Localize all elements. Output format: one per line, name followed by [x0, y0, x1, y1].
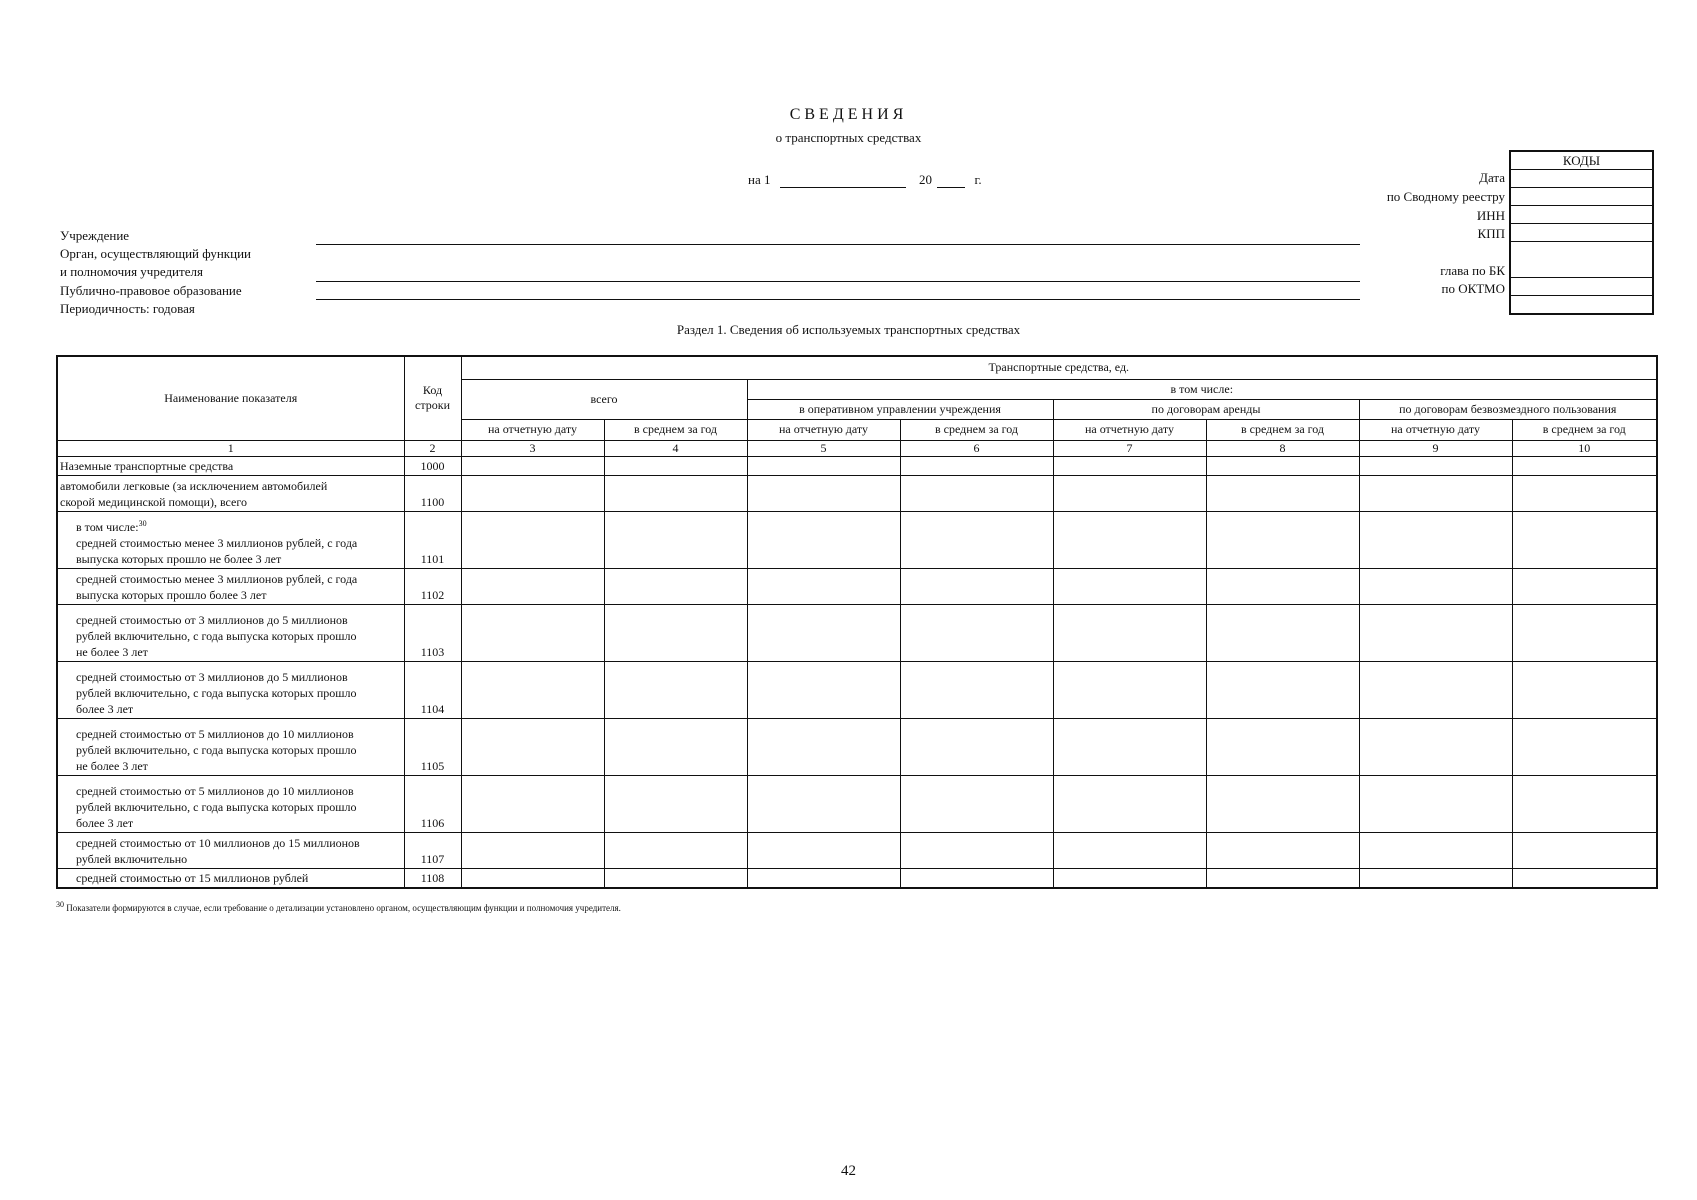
- data-cell[interactable]: [1512, 832, 1657, 868]
- report-date-line: [748, 172, 982, 188]
- public-entity-label: Публично-правовое образование: [60, 283, 242, 298]
- data-cell[interactable]: [1206, 661, 1359, 718]
- row-code: 1103: [404, 604, 461, 661]
- data-cell[interactable]: [1053, 604, 1206, 661]
- header-on-date: на отчетную дату: [461, 419, 604, 440]
- code-cell-extra[interactable]: [1511, 296, 1652, 313]
- row-name: средней стоимостью от 15 миллионов рублей: [57, 868, 404, 888]
- institution-label: Учреждение: [60, 228, 130, 243]
- data-cell[interactable]: [1512, 775, 1657, 832]
- year-suffix: г.: [974, 172, 982, 187]
- data-cell[interactable]: [1512, 868, 1657, 888]
- data-cell[interactable]: [1053, 661, 1206, 718]
- founder-label-line2: и полномочия учредителя: [60, 264, 203, 279]
- footnote-marker: 30: [56, 900, 64, 909]
- row-name-prefix: в том числе:: [76, 519, 139, 534]
- data-cell[interactable]: [604, 475, 747, 511]
- column-number: 1: [57, 440, 404, 456]
- code-cell-registry[interactable]: [1511, 188, 1652, 206]
- data-cell[interactable]: [900, 868, 1053, 888]
- data-cell[interactable]: [604, 718, 747, 775]
- data-cell[interactable]: [1359, 604, 1512, 661]
- data-cell[interactable]: [1359, 568, 1512, 604]
- data-cell[interactable]: [604, 868, 747, 888]
- table-row-1106: [57, 775, 1657, 832]
- data-cell[interactable]: [1206, 568, 1359, 604]
- data-cell[interactable]: [747, 475, 900, 511]
- header-code: [404, 356, 461, 440]
- data-cell[interactable]: [1053, 475, 1206, 511]
- data-cell[interactable]: [1053, 456, 1206, 475]
- data-cell[interactable]: [1053, 832, 1206, 868]
- data-cell[interactable]: [1359, 868, 1512, 888]
- code-cell-oktmo[interactable]: [1511, 278, 1652, 296]
- table-row-1104: [57, 661, 1657, 718]
- data-cell[interactable]: [747, 775, 900, 832]
- row-name-line: не более 3 лет: [76, 758, 148, 773]
- header-on-date: на отчетную дату: [1359, 419, 1512, 440]
- data-cell[interactable]: [900, 775, 1053, 832]
- row-name-line: средней стоимостью менее 3 миллионов рублей, с года: [76, 535, 358, 550]
- row-name-line: рублей включительно, с года выпуска которых прошло: [76, 628, 357, 643]
- founder-line[interactable]: [316, 281, 1360, 282]
- code-cell-bk[interactable]: [1511, 242, 1652, 278]
- footnote-text: Показатели формируются в случае, если требование о детализации установлено органом, осуществляющим функции и полномочия учредителя.: [66, 903, 621, 913]
- date-prefix: на 1: [748, 172, 771, 187]
- column-number: 3: [461, 440, 604, 456]
- data-cell[interactable]: [747, 511, 900, 568]
- data-cell[interactable]: [747, 604, 900, 661]
- row-code: 1105: [404, 718, 461, 775]
- row-code: 1106: [404, 775, 461, 832]
- row-name-line: средней стоимостью от 5 миллионов до 10 миллионов: [76, 726, 354, 741]
- row-name-line: средней стоимостью от 5 миллионов до 10 миллионов: [76, 783, 354, 798]
- row-name: [57, 832, 404, 868]
- data-cell[interactable]: [461, 775, 604, 832]
- row-name-line: рублей включительно: [76, 851, 188, 866]
- table-row-1103: [57, 604, 1657, 661]
- document-title: СВЕДЕНИЯ: [789, 106, 908, 123]
- row-name: [57, 475, 404, 511]
- data-cell[interactable]: [1359, 475, 1512, 511]
- header-including: в том числе:: [747, 379, 1657, 399]
- row-code: 1100: [404, 475, 461, 511]
- code-label-inn: ИНН: [1476, 208, 1505, 223]
- header-avg-year: в среднем за год: [604, 419, 747, 440]
- row-name-line: рублей включительно, с года выпуска которых прошло: [76, 742, 357, 757]
- document-subtitle: о транспортных средствах: [775, 130, 922, 145]
- row-code: 1101: [404, 511, 461, 568]
- header-free-use: по договорам безвозмездного пользования: [1359, 399, 1657, 419]
- data-cell[interactable]: [1359, 775, 1512, 832]
- row-code: 1102: [404, 568, 461, 604]
- code-label-kpp: КПП: [1477, 226, 1505, 241]
- data-cell[interactable]: [900, 456, 1053, 475]
- table-row-1100: [57, 475, 1657, 511]
- data-cell[interactable]: [461, 868, 604, 888]
- data-cell[interactable]: [1053, 868, 1206, 888]
- data-cell[interactable]: [1206, 832, 1359, 868]
- data-cell[interactable]: [900, 661, 1053, 718]
- data-cell[interactable]: [1512, 718, 1657, 775]
- header-code-line2: строки: [415, 398, 450, 413]
- column-number: 2: [404, 440, 461, 456]
- row-name-line: выпуска которых прошло не более 3 лет: [76, 551, 282, 566]
- row-name-line: автомобили легковые (за исключением автомобилей: [60, 478, 328, 493]
- row-name-line: средней стоимостью от 3 миллионов до 5 миллионов: [76, 669, 348, 684]
- year-prefix: 20: [918, 172, 932, 187]
- code-cell-inn[interactable]: [1511, 206, 1652, 224]
- data-cell[interactable]: [1359, 511, 1512, 568]
- code-label-registry: по Сводному реестру: [1386, 189, 1505, 204]
- footnote-ref: 30: [138, 518, 147, 528]
- data-cell[interactable]: [1206, 511, 1359, 568]
- data-cell[interactable]: [1206, 868, 1359, 888]
- data-cell[interactable]: [604, 832, 747, 868]
- row-name-line: более 3 лет: [76, 701, 134, 716]
- public-entity-line[interactable]: [316, 299, 1360, 300]
- data-cell[interactable]: [1053, 568, 1206, 604]
- data-cell[interactable]: [604, 511, 747, 568]
- table-row-1105: [57, 718, 1657, 775]
- data-cell[interactable]: [1512, 661, 1657, 718]
- header-on-date: на отчетную дату: [747, 419, 900, 440]
- data-cell[interactable]: [1359, 661, 1512, 718]
- data-cell[interactable]: [1053, 511, 1206, 568]
- data-cell[interactable]: [461, 568, 604, 604]
- data-cell[interactable]: [900, 475, 1053, 511]
- row-name-line: средней стоимостью менее 3 миллионов рублей, с года: [76, 571, 358, 586]
- data-cell[interactable]: [1512, 604, 1657, 661]
- row-code: 1104: [404, 661, 461, 718]
- column-number: 6: [900, 440, 1053, 456]
- row-name-line: не более 3 лет: [76, 644, 148, 659]
- date-month-blank[interactable]: [780, 173, 906, 188]
- founder-label-line1: Орган, осуществляющий функции: [60, 246, 251, 261]
- year-blank[interactable]: [937, 173, 965, 188]
- data-cell[interactable]: [604, 661, 747, 718]
- data-cell[interactable]: [1359, 718, 1512, 775]
- institution-line[interactable]: [316, 244, 1360, 245]
- table-row-1000: [57, 456, 1657, 475]
- code-label-date: Дата: [1479, 170, 1505, 185]
- column-number: 9: [1359, 440, 1512, 456]
- header-avg-year: в среднем за год: [1512, 419, 1657, 440]
- data-cell[interactable]: [1512, 568, 1657, 604]
- data-cell[interactable]: [461, 661, 604, 718]
- row-name: [57, 604, 404, 661]
- periodicity-label: Периодичность: годовая: [60, 301, 195, 316]
- row-name-line: скорой медицинской помощи), всего: [60, 494, 247, 509]
- data-cell[interactable]: [747, 661, 900, 718]
- header-on-date: на отчетную дату: [1053, 419, 1206, 440]
- row-code: 1108: [404, 868, 461, 888]
- table-row-1102: [57, 568, 1657, 604]
- code-cell-date[interactable]: [1511, 170, 1652, 188]
- row-name-line: выпуска которых прошло более 3 лет: [76, 587, 267, 602]
- data-cell[interactable]: [461, 832, 604, 868]
- data-cell[interactable]: [1206, 604, 1359, 661]
- data-cell[interactable]: [461, 718, 604, 775]
- row-code: 1107: [404, 832, 461, 868]
- header-avg-year: в среднем за год: [1206, 419, 1359, 440]
- row-name: [57, 568, 404, 604]
- data-cell[interactable]: [747, 832, 900, 868]
- column-number: 5: [747, 440, 900, 456]
- codes-header: КОДЫ: [1511, 152, 1652, 170]
- data-cell[interactable]: [461, 456, 604, 475]
- data-cell[interactable]: [1206, 456, 1359, 475]
- row-name-line: средней стоимостью от 10 миллионов до 15 миллионов: [76, 835, 360, 850]
- data-cell[interactable]: [461, 475, 604, 511]
- data-cell[interactable]: [1512, 511, 1657, 568]
- header-total: всего: [461, 379, 747, 419]
- data-cell[interactable]: [1359, 832, 1512, 868]
- header-avg-year: в среднем за год: [900, 419, 1053, 440]
- table-row-1108: [57, 868, 1657, 888]
- data-cell[interactable]: [604, 775, 747, 832]
- code-cell-kpp[interactable]: [1511, 224, 1652, 242]
- table-row-1107: [57, 832, 1657, 868]
- row-name-line: средней стоимостью от 3 миллионов до 5 миллионов: [76, 612, 348, 627]
- row-name: [57, 511, 404, 568]
- header-name: Наименование показателя: [57, 356, 404, 440]
- column-numbers-row: [57, 440, 1657, 456]
- data-cell[interactable]: [900, 832, 1053, 868]
- data-cell[interactable]: [604, 456, 747, 475]
- data-cell[interactable]: [604, 568, 747, 604]
- data-cell[interactable]: [1206, 475, 1359, 511]
- header-transport: Транспортные средства, ед.: [461, 356, 1657, 379]
- data-cell[interactable]: [1053, 775, 1206, 832]
- column-number: 10: [1512, 440, 1657, 456]
- row-name: [57, 775, 404, 832]
- column-number: 8: [1206, 440, 1359, 456]
- row-name: [57, 718, 404, 775]
- page-number: 42: [841, 1163, 856, 1179]
- row-name: [57, 661, 404, 718]
- column-number: 4: [604, 440, 747, 456]
- header-operational: в оперативном управлении учреждения: [747, 399, 1053, 419]
- row-name-line: рублей включительно, с года выпуска которых прошло: [76, 685, 357, 700]
- row-name-line: более 3 лет: [76, 815, 134, 830]
- data-cell[interactable]: [900, 568, 1053, 604]
- codes-box: [1509, 150, 1654, 315]
- data-cell[interactable]: [1206, 775, 1359, 832]
- data-cell[interactable]: [900, 604, 1053, 661]
- footnote: [56, 900, 621, 913]
- data-cell[interactable]: [1206, 718, 1359, 775]
- table-row-1101: [57, 511, 1657, 568]
- data-cell[interactable]: [747, 718, 900, 775]
- data-cell[interactable]: [604, 604, 747, 661]
- data-cell[interactable]: [900, 511, 1053, 568]
- data-cell[interactable]: [1053, 718, 1206, 775]
- code-label-bk: глава по БК: [1440, 263, 1505, 278]
- header-code-line1: Код: [422, 383, 443, 398]
- section-title: Раздел 1. Сведения об используемых транспортных средствах: [676, 322, 1021, 337]
- data-cell[interactable]: [747, 456, 900, 475]
- row-name: Наземные транспортные средства: [57, 456, 404, 475]
- data-cell[interactable]: [900, 718, 1053, 775]
- column-number: 7: [1053, 440, 1206, 456]
- data-cell[interactable]: [747, 568, 900, 604]
- data-cell[interactable]: [461, 511, 604, 568]
- data-cell[interactable]: [747, 868, 900, 888]
- data-cell[interactable]: [1512, 456, 1657, 475]
- data-cell[interactable]: [1512, 475, 1657, 511]
- data-cell[interactable]: [1359, 456, 1512, 475]
- transport-table: [56, 355, 1658, 889]
- data-cell[interactable]: [461, 604, 604, 661]
- header-lease: по договорам аренды: [1053, 399, 1359, 419]
- code-label-oktmo: по ОКТМО: [1441, 281, 1505, 296]
- row-name-line: рублей включительно, с года выпуска которых прошло: [76, 799, 357, 814]
- row-code: 1000: [404, 456, 461, 475]
